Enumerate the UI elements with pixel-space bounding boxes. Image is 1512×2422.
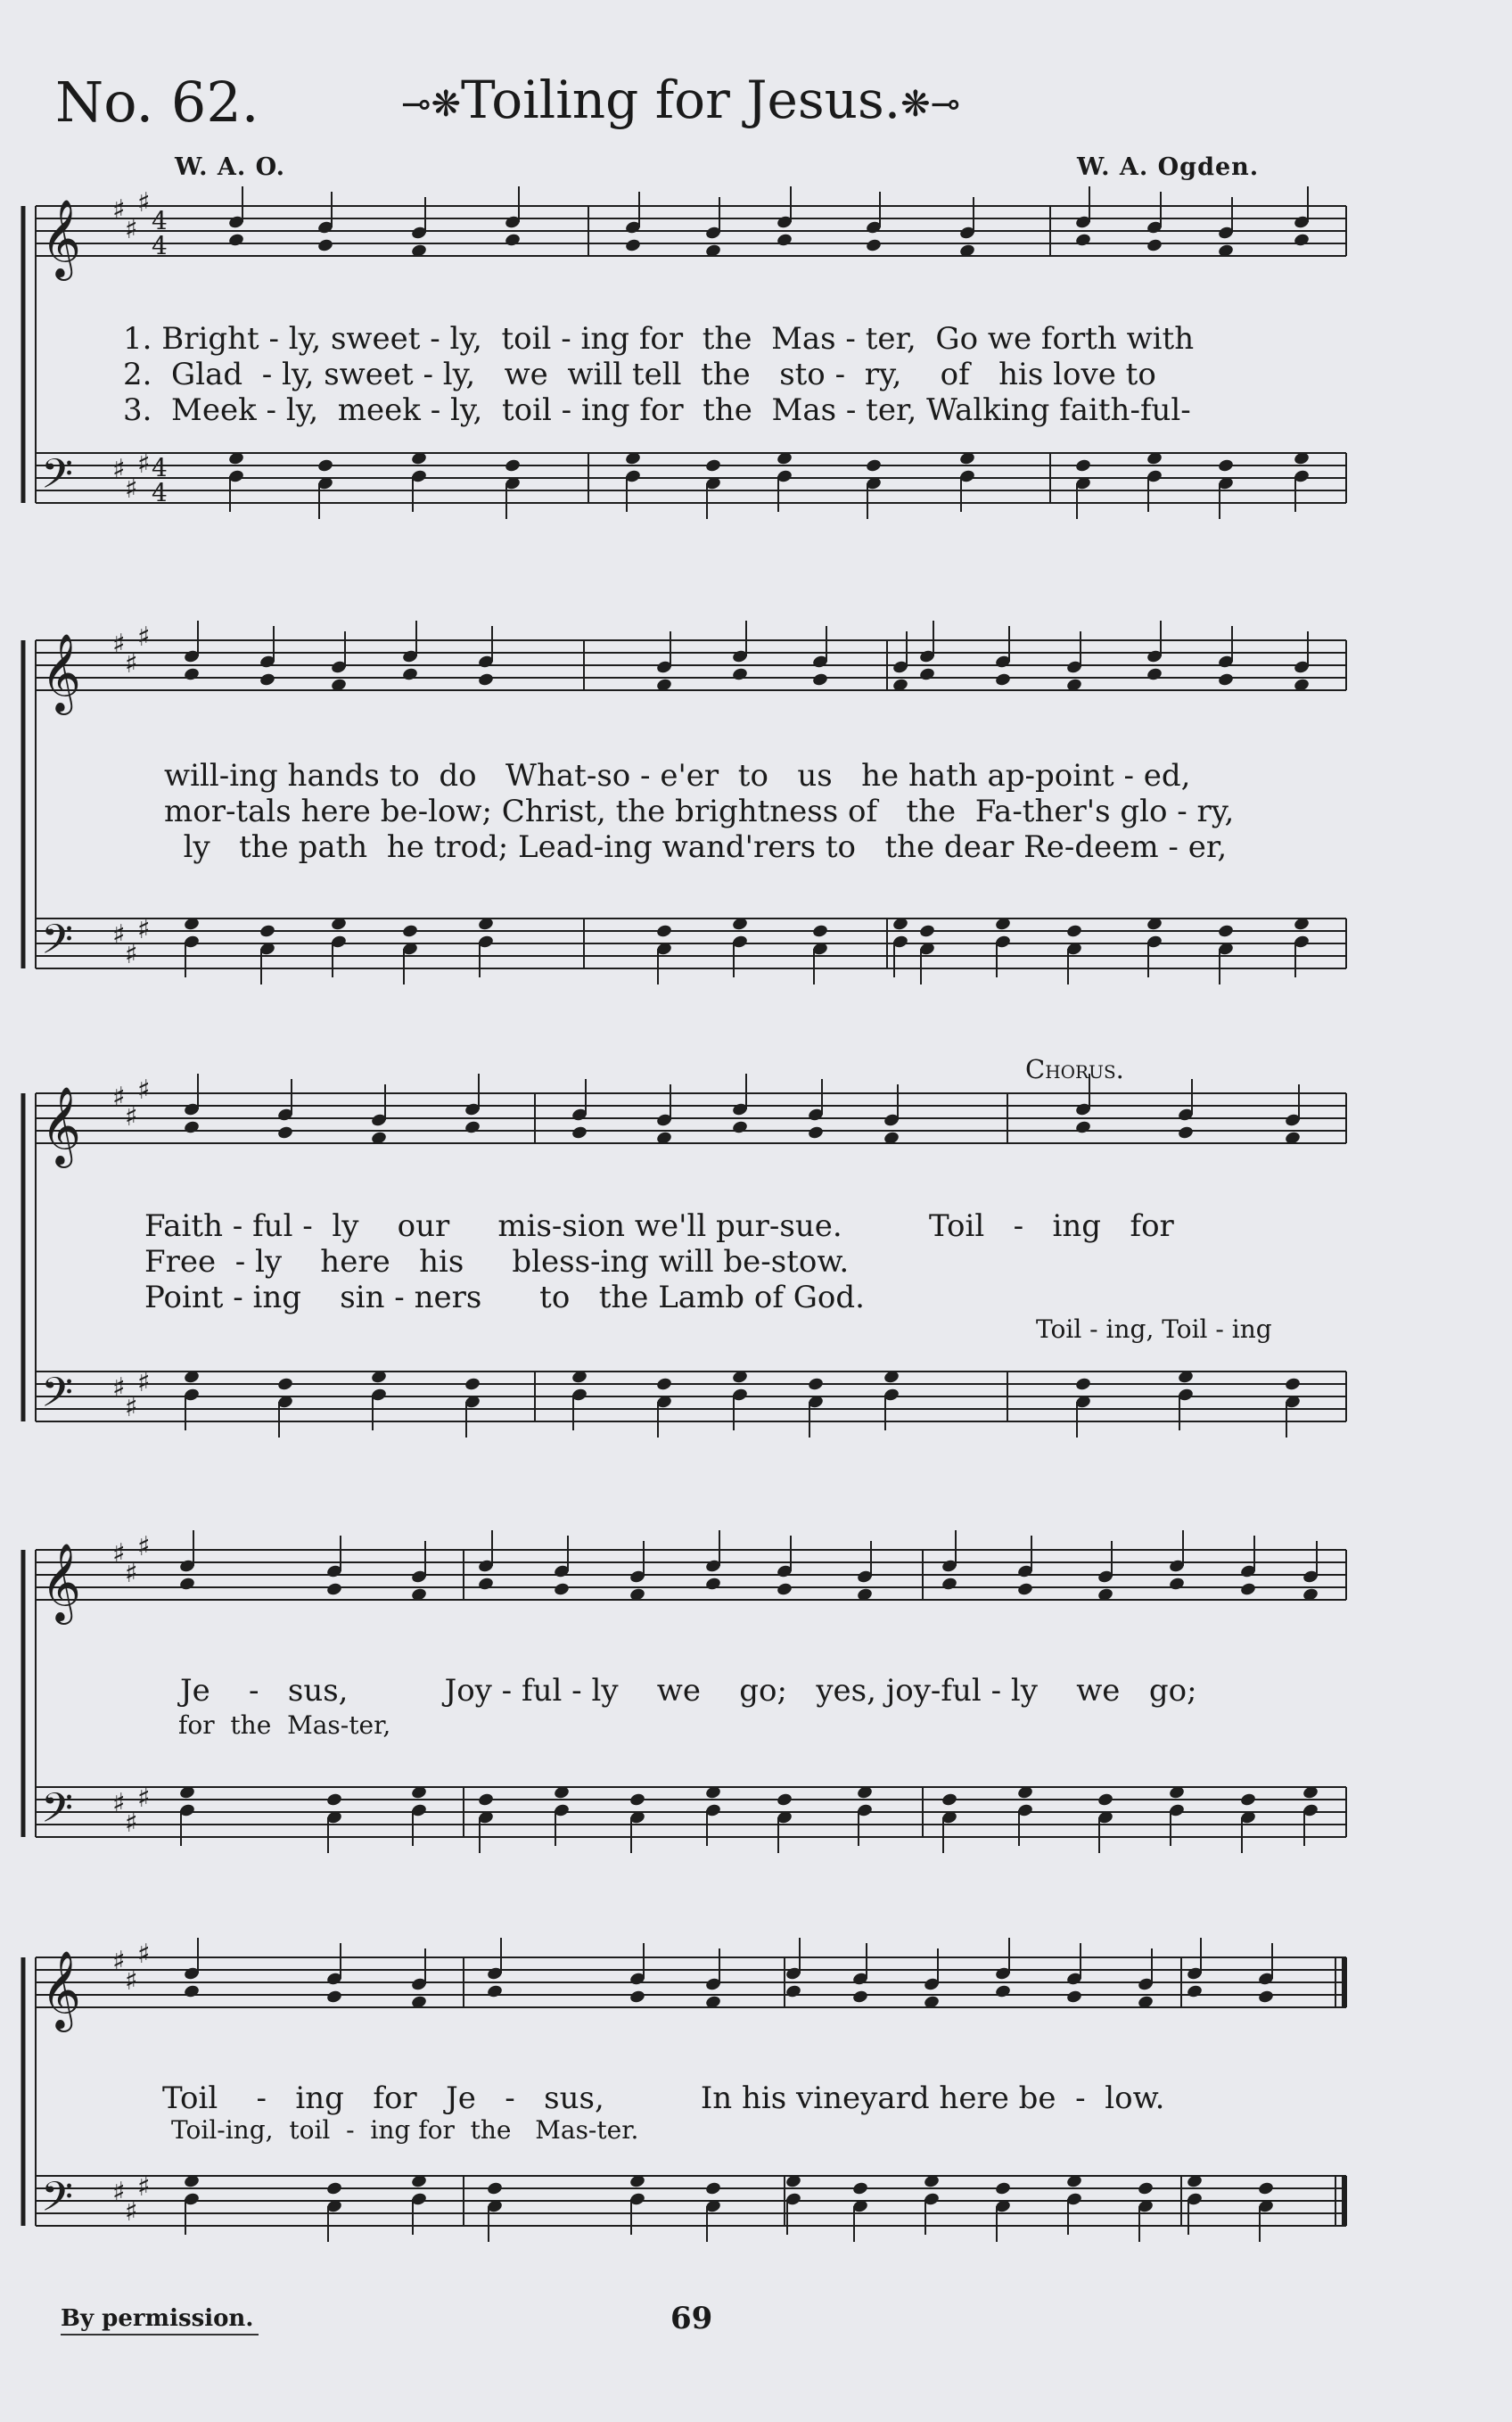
sharp-sign: ♯ [137, 187, 151, 218]
note-head [941, 1577, 957, 1592]
sharp-sign: ♯ [125, 1101, 138, 1133]
note-head [486, 2181, 503, 2196]
note-head [994, 1984, 1011, 1999]
note-head [464, 1377, 481, 1392]
bass-clef-icon: 𝄢 [41, 1369, 74, 1427]
note-head [1293, 233, 1310, 248]
note-head [316, 458, 333, 474]
time-sig-bottom: 4 [152, 231, 168, 260]
lyric-line-verse-1: Faith - ful - ly our mis-sion we'll pur-sue. Toil - ing for [144, 1208, 1174, 1244]
words-credit: W. A. O. [175, 153, 286, 181]
note-head [851, 1990, 868, 2005]
sharp-sign: ♯ [112, 1372, 126, 1404]
lyric-line-verse-2: mor-tals here be-low; Christ, the brightness of the Fa-ther's glo - ry, [164, 794, 1235, 829]
bass-clef-icon: 𝄢 [41, 1784, 74, 1842]
note-head [994, 672, 1011, 688]
note-head [259, 672, 275, 688]
lyric-line-verse-2: Free - ly here his bless-ing will be-stow. [144, 1244, 850, 1280]
treble-clef-icon: 𝄞 [41, 198, 81, 277]
note-head [1177, 1125, 1194, 1141]
note-head [553, 1582, 570, 1597]
sharp-sign: ♯ [137, 1783, 151, 1814]
bass-clef-icon: 𝄢 [41, 2173, 74, 2231]
note-head [325, 1792, 342, 1808]
sharp-sign: ♯ [112, 1082, 126, 1113]
note-head [401, 667, 418, 682]
sharp-sign: ♯ [137, 1075, 151, 1106]
note-head [1257, 1990, 1274, 2005]
left-ornament-icon: ⊸❋ [401, 83, 462, 125]
note-head [629, 1792, 645, 1808]
note-head [316, 238, 333, 253]
note-head [655, 924, 672, 939]
note-head [811, 924, 828, 939]
note-head [183, 1120, 200, 1135]
bass-lyric: Toil - ing, Toil - ing [1036, 1314, 1272, 1344]
note-head [477, 1792, 494, 1808]
note-head [807, 1125, 824, 1141]
lyric-line: Je - sus, Joy - ful - ly we go; yes, joy-ful - ly we go; [180, 1673, 1197, 1709]
sharp-sign: ♯ [137, 1531, 151, 1562]
note-head [504, 233, 521, 248]
sharp-sign: ♯ [137, 1367, 151, 1398]
sharp-sign: ♯ [125, 648, 138, 680]
sharp-sign: ♯ [125, 474, 138, 505]
sharp-sign: ♯ [137, 914, 151, 945]
sharp-sign: ♯ [125, 1392, 138, 1423]
note-head [785, 1984, 801, 1999]
note-head [776, 233, 793, 248]
note-head [1217, 924, 1234, 939]
note-head [1168, 1577, 1185, 1592]
note-head [1239, 1792, 1256, 1808]
note-head [776, 1582, 793, 1597]
lyric-line-verse-3: Point - ing sin - ners to the Lamb of God. [144, 1280, 865, 1315]
note-head [183, 667, 200, 682]
note-head [1074, 458, 1091, 474]
note-head [1146, 238, 1163, 253]
note-head [1016, 1582, 1033, 1597]
music-credit: W. A. Ogden. [1077, 153, 1260, 181]
sharp-sign: ♯ [112, 1946, 126, 1977]
note-head [918, 667, 935, 682]
note-head [477, 1577, 494, 1592]
note-head [1217, 672, 1234, 688]
permission-note: By permission. [61, 2305, 254, 2332]
bass-clef-icon: 𝄢 [41, 916, 74, 974]
note-head [227, 233, 244, 248]
note-head [325, 1990, 342, 2005]
note-head [1137, 2181, 1154, 2196]
note-head [276, 1125, 293, 1141]
note-head [325, 2181, 342, 2196]
note-head [655, 1377, 672, 1392]
note-head [1257, 2181, 1274, 2196]
sharp-sign: ♯ [137, 1939, 151, 1970]
note-head [994, 2181, 1011, 2196]
lyric-line: Toil - ing for Je - sus, In his vineyard here be - low. [162, 2080, 1165, 2116]
lyric-line-verse-3: ly the path he trod; Lead-ing wand'rers to the dear Re-deem - er, [164, 829, 1228, 865]
hymn-number: No. 62. [55, 70, 259, 135]
note-head [704, 1577, 721, 1592]
small-lyric-line: for the Mas-ter, [178, 1710, 391, 1740]
lyric-line-verse-2: 2. Glad - ly, sweet - ly, we will tell the sto - ry, of his love to [123, 357, 1156, 392]
note-head [811, 672, 828, 688]
treble-clef-icon: 𝄞 [41, 632, 81, 712]
note-head [776, 1792, 793, 1808]
note-head [486, 1984, 503, 1999]
sharp-sign: ♯ [125, 214, 138, 245]
note-head [1065, 924, 1082, 939]
note-head [401, 924, 418, 939]
time-sig-top: 4 [152, 453, 168, 482]
note-head [1074, 1377, 1091, 1392]
note-head [571, 1125, 588, 1141]
note-head [276, 1377, 293, 1392]
note-head [1217, 458, 1234, 474]
sharp-sign: ♯ [112, 194, 126, 226]
sharp-sign: ♯ [125, 1965, 138, 1997]
sharp-sign: ♯ [112, 1538, 126, 1569]
note-head [731, 1120, 748, 1135]
note-head [731, 667, 748, 682]
lyric-line-verse-1: 1. Bright - ly, sweet - ly, toil - ing for the Mas - ter, Go we forth with [123, 321, 1195, 357]
note-head [464, 1120, 481, 1135]
treble-clef-icon: 𝄞 [41, 1542, 81, 1621]
hymn-title: Toiling for Jesus. [461, 70, 901, 130]
note-head [865, 238, 882, 253]
note-head [477, 672, 494, 688]
note-head [1097, 1792, 1113, 1808]
note-head [1074, 233, 1091, 248]
sharp-sign: ♯ [112, 454, 126, 485]
note-head [629, 1990, 645, 2005]
note-head [704, 2181, 721, 2196]
note-head [865, 458, 882, 474]
lyric-line-verse-1: will-ing hands to do What-so - e'er to us he hath ap-point - ed, [164, 758, 1191, 794]
chorus-label: Chorus. [1025, 1054, 1124, 1084]
note-head [178, 1577, 195, 1592]
sharp-sign: ♯ [125, 1808, 138, 1839]
note-head [504, 458, 521, 474]
right-ornament-icon: ❋⊸ [900, 83, 961, 125]
treble-clef-icon: 𝄞 [41, 1949, 81, 2029]
bass-clef-icon: 𝄢 [41, 450, 74, 508]
sharp-sign: ♯ [112, 2177, 126, 2208]
sharp-sign: ♯ [112, 1788, 126, 1819]
lyric-line-verse-3: 3. Meek - ly, meek - ly, toil - ing for the Mas - ter, Walking faith-ful- [123, 392, 1191, 428]
note-head [851, 2181, 868, 2196]
sharp-sign: ♯ [125, 1558, 138, 1589]
time-sig-top: 4 [152, 206, 168, 235]
note-head [624, 238, 641, 253]
sharp-sign: ♯ [125, 939, 138, 970]
note-head [807, 1377, 824, 1392]
sharp-sign: ♯ [112, 919, 126, 951]
sharp-sign: ♯ [112, 629, 126, 660]
treble-clef-icon: 𝄞 [41, 1085, 81, 1165]
note-head [325, 1582, 342, 1597]
time-sig-bottom: 4 [152, 478, 168, 507]
note-head [1239, 1582, 1256, 1597]
page-number: 69 [670, 2301, 713, 2336]
sharp-sign: ♯ [137, 622, 151, 653]
note-head [183, 1984, 200, 1999]
small-lyric-line: Toil-ing, toil - ing for the Mas-ter. [171, 2115, 639, 2145]
note-head [941, 1792, 957, 1808]
note-head [1284, 1377, 1301, 1392]
note-head [1146, 667, 1163, 682]
sharp-sign: ♯ [137, 449, 151, 480]
sharp-sign: ♯ [137, 2171, 151, 2203]
sharp-sign: ♯ [125, 2196, 138, 2228]
note-head [259, 924, 275, 939]
note-head [1074, 1120, 1091, 1135]
note-head [1186, 1984, 1203, 1999]
note-head [1065, 1990, 1082, 2005]
note-head [918, 924, 935, 939]
note-head [704, 458, 721, 474]
